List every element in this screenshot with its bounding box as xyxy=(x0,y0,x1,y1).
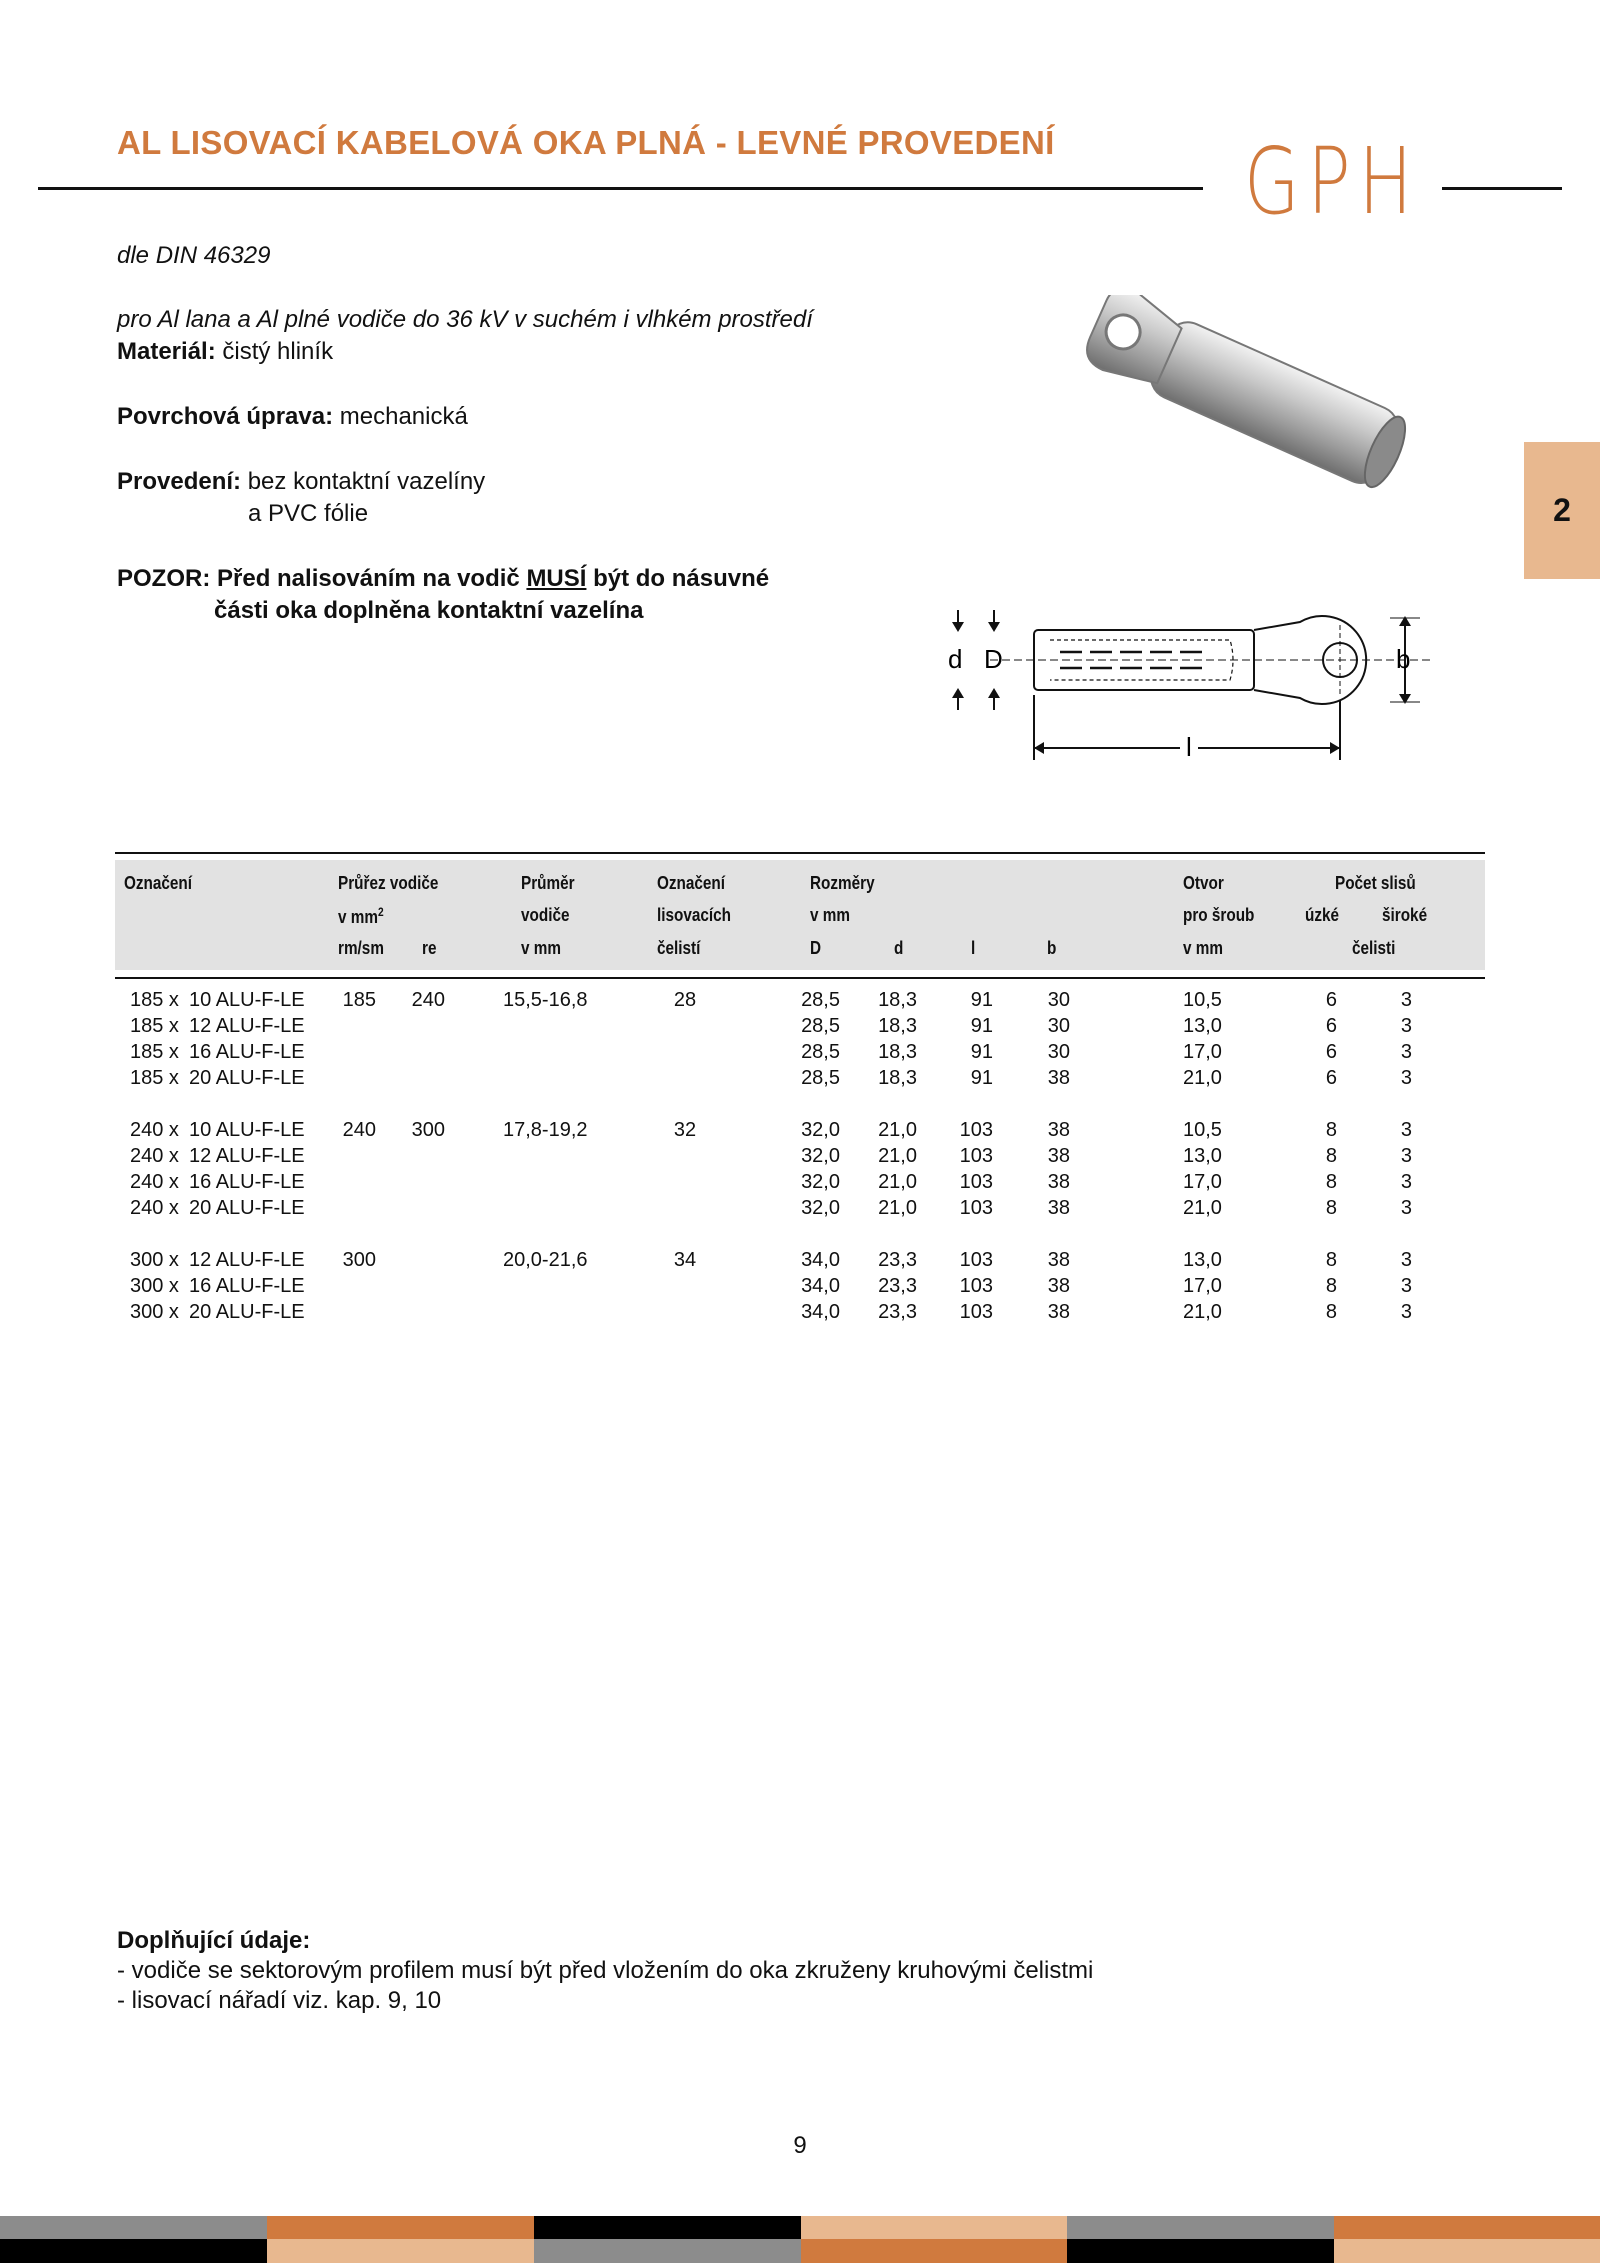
cell-a: 300 x xyxy=(130,1275,179,1297)
surface-value: mechanická xyxy=(339,403,468,430)
hdr-col-b: b xyxy=(1047,938,1057,958)
table-row xyxy=(0,1197,1600,1223)
cell-rm: 240 xyxy=(342,1119,376,1141)
hdr-rozmery-2: v mm xyxy=(810,905,850,925)
cell-b: 16 ALU-F-LE xyxy=(189,1275,305,1297)
hdr-otvor-1: Otvor xyxy=(1183,873,1224,893)
hdr-col-l: l xyxy=(971,938,976,958)
cell-prumer: 17,8-19,2 xyxy=(503,1119,588,1141)
norm-text: dle DIN 46329 xyxy=(117,242,271,269)
hdr-prurez-re: re xyxy=(422,938,437,958)
cell-uz: 6 xyxy=(1325,1067,1337,1089)
cell-l: 91 xyxy=(970,989,993,1011)
hdr-prurez-sup: 2 xyxy=(377,905,384,919)
warning-text-1a: Před nalisováním na vodič xyxy=(217,565,527,592)
cell-a: 240 x xyxy=(130,1197,179,1219)
cell-l: 91 xyxy=(970,1015,993,1037)
cell-si: 3 xyxy=(1400,1197,1412,1219)
cell-D: 28,5 xyxy=(801,989,840,1011)
cell-uz: 8 xyxy=(1325,1301,1337,1323)
cell-si: 3 xyxy=(1400,1119,1412,1141)
hdr-prurez-unit: v mm xyxy=(338,907,378,927)
hdr-prurez-rm: rm/sm xyxy=(338,938,384,958)
table-header xyxy=(115,860,1485,970)
cell-a: 185 x xyxy=(130,1067,179,1089)
cell-uz: 8 xyxy=(1325,1197,1337,1219)
cell-a: 300 x xyxy=(130,1301,179,1323)
cell-bb: 38 xyxy=(1047,1119,1070,1141)
table-row xyxy=(0,1275,1600,1301)
cell-otvor: 17,0 xyxy=(1183,1041,1222,1063)
hdr-col-d: d xyxy=(894,938,904,958)
cell-bb: 38 xyxy=(1047,1171,1070,1193)
footer-color-bars xyxy=(0,2216,1600,2263)
cell-si: 3 xyxy=(1400,1171,1412,1193)
cell-a: 185 x xyxy=(130,1015,179,1037)
cell-d: 21,0 xyxy=(878,1119,917,1141)
cell-l: 103 xyxy=(959,1197,993,1219)
cell-b: 20 ALU-F-LE xyxy=(189,1301,305,1323)
cell-cel: 32 xyxy=(673,1119,697,1141)
table-row xyxy=(0,1249,1600,1275)
cell-d: 18,3 xyxy=(878,1041,917,1063)
cell-prumer: 20,0-21,6 xyxy=(503,1249,588,1271)
hdr-prurez-2 xyxy=(338,905,384,928)
warning-emphasis: MUSÍ xyxy=(526,565,587,592)
cell-si: 3 xyxy=(1400,1041,1412,1063)
design-line xyxy=(117,466,485,498)
hdr-prumer-3: v mm xyxy=(521,938,561,958)
material-value: čistý hliník xyxy=(222,338,334,365)
hdr-prumer-2: vodiče xyxy=(521,905,570,925)
warning-line-2: části oka doplněna kontaktní vazelína xyxy=(214,597,644,624)
label-d: d xyxy=(948,644,963,674)
cell-D: 32,0 xyxy=(801,1145,840,1167)
cell-l: 103 xyxy=(959,1275,993,1297)
hdr-col-D: D xyxy=(810,938,822,958)
dimension-drawing xyxy=(930,600,1470,770)
cell-d: 18,3 xyxy=(878,989,917,1011)
cell-si: 3 xyxy=(1400,1067,1412,1089)
cell-prumer: 15,5-16,8 xyxy=(503,989,588,1011)
cable-lug-photo xyxy=(1060,295,1430,495)
cell-si: 3 xyxy=(1400,989,1412,1011)
cell-d: 18,3 xyxy=(878,1015,917,1037)
cell-d: 23,3 xyxy=(878,1301,917,1323)
cell-otvor: 21,0 xyxy=(1183,1067,1222,1089)
cell-cel: 34 xyxy=(673,1249,697,1271)
cell-a: 185 x xyxy=(130,989,179,1011)
cell-otvor: 10,5 xyxy=(1183,989,1222,1011)
cell-uz: 8 xyxy=(1325,1145,1337,1167)
cell-l: 103 xyxy=(959,1301,993,1323)
table-top-rule xyxy=(115,852,1485,854)
cell-a: 240 x xyxy=(130,1171,179,1193)
label-D: D xyxy=(984,644,1003,674)
hdr-pocet-uzke: úzké xyxy=(1305,905,1340,925)
page-number: 9 xyxy=(793,2132,807,2159)
cell-bb: 30 xyxy=(1047,989,1070,1011)
cell-a: 185 x xyxy=(130,1041,179,1063)
cell-rm: 300 xyxy=(342,1249,376,1271)
header-rule xyxy=(38,187,1203,190)
material-label: Materiál: xyxy=(117,338,216,365)
hdr-pocet-1: Počet slisů xyxy=(1335,873,1416,893)
cell-D: 28,5 xyxy=(801,1015,840,1037)
cell-D: 34,0 xyxy=(801,1275,840,1297)
cell-d: 21,0 xyxy=(878,1171,917,1193)
cell-D: 32,0 xyxy=(801,1119,840,1141)
cell-bb: 30 xyxy=(1047,1015,1070,1037)
cell-bb: 38 xyxy=(1047,1197,1070,1219)
cell-otvor: 17,0 xyxy=(1183,1275,1222,1297)
cell-uz: 8 xyxy=(1325,1275,1337,1297)
cell-otvor: 13,0 xyxy=(1183,1249,1222,1271)
cell-otvor: 10,5 xyxy=(1183,1119,1222,1141)
cell-uz: 6 xyxy=(1325,1015,1337,1037)
hdr-rozmery-1: Rozměry xyxy=(810,873,875,893)
cell-b: 20 ALU-F-LE xyxy=(189,1067,305,1089)
cell-D: 32,0 xyxy=(801,1197,840,1219)
cell-bb: 38 xyxy=(1047,1301,1070,1323)
cell-otvor: 17,0 xyxy=(1183,1171,1222,1193)
cell-b: 10 ALU-F-LE xyxy=(189,989,305,1011)
cell-uz: 6 xyxy=(1325,1041,1337,1063)
warning-line-1 xyxy=(117,563,769,595)
table-row xyxy=(0,1067,1600,1093)
notes-title: Doplňující údaje: xyxy=(117,1927,311,1954)
cell-d: 21,0 xyxy=(878,1197,917,1219)
cell-a: 300 x xyxy=(130,1249,179,1271)
usage-text: pro Al lana a Al plné vodiče do 36 kV v suchém i vlhkém prostředí xyxy=(117,306,813,333)
table-row xyxy=(0,1119,1600,1145)
notes-line-2: - lisovací nářadí viz. kap. 9, 10 xyxy=(117,1987,442,2014)
surface-line xyxy=(117,401,468,433)
cell-si: 3 xyxy=(1400,1145,1412,1167)
warning-text-1b: být do násuvné xyxy=(586,565,770,592)
cell-bb: 38 xyxy=(1047,1249,1070,1271)
cell-a: 240 x xyxy=(130,1119,179,1141)
cell-si: 3 xyxy=(1400,1249,1412,1271)
table-header-rule xyxy=(115,977,1485,979)
cell-D: 28,5 xyxy=(801,1067,840,1089)
gph-logo: GPH xyxy=(1244,128,1421,235)
hdr-prurez-1: Průřez vodiče xyxy=(338,873,439,893)
cell-otvor: 13,0 xyxy=(1183,1145,1222,1167)
cell-uz: 6 xyxy=(1325,989,1337,1011)
design-value-2: a PVC fólie xyxy=(248,500,369,527)
table-row xyxy=(0,1301,1600,1327)
material-line xyxy=(117,336,333,368)
hdr-pocet-3: čelisti xyxy=(1352,938,1396,958)
hdr-otvor-3: v mm xyxy=(1183,938,1223,958)
cell-b: 12 ALU-F-LE xyxy=(189,1145,305,1167)
cell-d: 23,3 xyxy=(878,1249,917,1271)
cell-bb: 38 xyxy=(1047,1275,1070,1297)
cell-D: 34,0 xyxy=(801,1301,840,1323)
table-row xyxy=(0,1015,1600,1041)
cell-l: 103 xyxy=(959,1171,993,1193)
hdr-pocet-siroke: široké xyxy=(1382,905,1428,925)
cell-cel: 28 xyxy=(673,989,697,1011)
cell-D: 28,5 xyxy=(801,1041,840,1063)
cell-re: 300 xyxy=(411,1119,445,1141)
cell-d: 18,3 xyxy=(878,1067,917,1089)
cell-bb: 38 xyxy=(1047,1145,1070,1167)
cell-D: 32,0 xyxy=(801,1171,840,1193)
chapter-tab-number: 2 xyxy=(1553,492,1571,528)
hdr-celisti-1: Označení xyxy=(657,873,726,893)
cell-uz: 8 xyxy=(1325,1249,1337,1271)
cell-bb: 38 xyxy=(1047,1067,1070,1089)
cell-a: 240 x xyxy=(130,1145,179,1167)
cell-b: 20 ALU-F-LE xyxy=(189,1197,305,1219)
cell-otvor: 13,0 xyxy=(1183,1015,1222,1037)
cell-bb: 30 xyxy=(1047,1041,1070,1063)
label-b: b xyxy=(1396,644,1411,674)
header-rule-right xyxy=(1442,187,1562,190)
table-row xyxy=(0,1145,1600,1171)
cell-l: 103 xyxy=(959,1119,993,1141)
hdr-otvor-2: pro šroub xyxy=(1183,905,1255,925)
table-row xyxy=(0,1041,1600,1067)
cell-l: 103 xyxy=(959,1145,993,1167)
hdr-prumer-1: Průměr xyxy=(521,873,575,893)
warning-label: POZOR: xyxy=(117,565,211,592)
cell-uz: 8 xyxy=(1325,1171,1337,1193)
surface-label: Povrchová úprava: xyxy=(117,403,334,430)
cell-uz: 8 xyxy=(1325,1119,1337,1141)
chapter-tab xyxy=(1524,442,1600,579)
hdr-oznaceni: Označení xyxy=(124,873,193,893)
label-l: l xyxy=(1186,732,1192,762)
cell-d: 21,0 xyxy=(878,1145,917,1167)
cell-b: 16 ALU-F-LE xyxy=(189,1171,305,1193)
design-label: Provedení: xyxy=(117,468,242,495)
cell-otvor: 21,0 xyxy=(1183,1301,1222,1323)
table-row xyxy=(0,1171,1600,1197)
cell-b: 12 ALU-F-LE xyxy=(189,1249,305,1271)
cell-si: 3 xyxy=(1400,1275,1412,1297)
page-title: AL LISOVACÍ KABELOVÁ OKA PLNÁ - LEVNÉ PROVEDENÍ xyxy=(117,124,1055,161)
cell-rm: 185 xyxy=(342,989,376,1011)
cell-b: 10 ALU-F-LE xyxy=(189,1119,305,1141)
notes-line-1: - vodiče se sektorovým profilem musí být před vložením do oka zkruženy kruhovými čelistmi xyxy=(117,1957,1094,1984)
cell-D: 34,0 xyxy=(801,1249,840,1271)
hdr-celisti-3: čelistí xyxy=(657,938,701,958)
cell-l: 91 xyxy=(970,1041,993,1063)
cell-d: 23,3 xyxy=(878,1275,917,1297)
cell-si: 3 xyxy=(1400,1015,1412,1037)
cell-si: 3 xyxy=(1400,1301,1412,1323)
cell-l: 91 xyxy=(970,1067,993,1089)
table-row xyxy=(0,989,1600,1015)
design-value-1: bez kontaktní vazelíny xyxy=(247,468,486,495)
hdr-celisti-2: lisovacích xyxy=(657,905,731,925)
cell-l: 103 xyxy=(959,1249,993,1271)
cell-b: 16 ALU-F-LE xyxy=(189,1041,305,1063)
cell-otvor: 21,0 xyxy=(1183,1197,1222,1219)
cell-b: 12 ALU-F-LE xyxy=(189,1015,305,1037)
cell-re: 240 xyxy=(411,989,445,1011)
